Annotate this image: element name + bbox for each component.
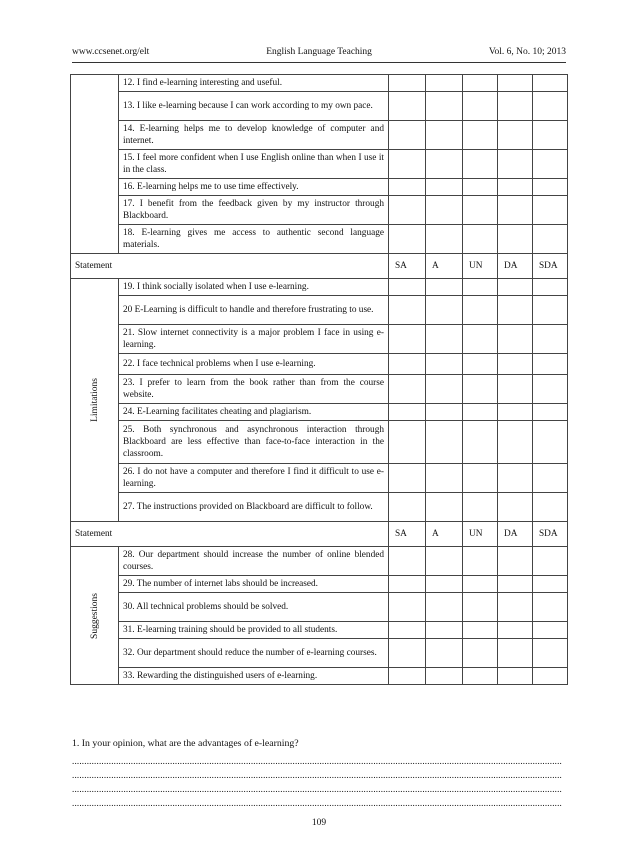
statement-text: 14. E-learning helps me to develop knowledge of computer and internet. <box>119 121 389 150</box>
statement-text: 25. Both synchronous and asynchronous interaction through Blackboard are less effective than face-to-face interaction in the classroom. <box>119 421 389 464</box>
header-rule <box>72 62 566 63</box>
statement-text: 33. Rewarding the distinguished users of e-learning. <box>119 668 389 685</box>
response-cell[interactable] <box>389 179 426 196</box>
table-row <box>71 279 568 296</box>
response-cell[interactable] <box>533 375 568 404</box>
statement-text: 23. I prefer to learn from the book rather than from the course website. <box>119 375 389 404</box>
response-cell[interactable] <box>426 92 463 121</box>
section-label: Limitations <box>89 378 100 422</box>
response-cell[interactable] <box>389 639 426 668</box>
response-cell[interactable] <box>533 639 568 668</box>
response-cell[interactable] <box>463 639 498 668</box>
option-header-sa: SA <box>389 522 426 547</box>
response-cell[interactable] <box>426 121 463 150</box>
response-cell[interactable] <box>463 547 498 576</box>
journal-title: English Language Teaching <box>266 47 372 57</box>
response-cell[interactable] <box>498 404 533 421</box>
response-cell[interactable] <box>498 179 533 196</box>
response-cell[interactable] <box>498 375 533 404</box>
response-cell[interactable] <box>389 225 426 254</box>
response-cell[interactable] <box>533 75 568 92</box>
response-cell[interactable] <box>426 622 463 639</box>
page-header <box>72 47 566 59</box>
response-cell[interactable] <box>498 593 533 622</box>
response-cell[interactable] <box>463 354 498 375</box>
statement-header-row <box>71 522 568 547</box>
response-cell[interactable] <box>463 421 498 464</box>
response-cell[interactable] <box>463 225 498 254</box>
response-cell[interactable] <box>533 404 568 421</box>
response-cell[interactable] <box>426 179 463 196</box>
response-cell[interactable] <box>463 325 498 354</box>
response-cell[interactable] <box>426 404 463 421</box>
response-cell[interactable] <box>426 421 463 464</box>
response-cell[interactable] <box>498 547 533 576</box>
table-row <box>71 179 568 196</box>
section-label: Suggestions <box>89 592 100 639</box>
table-row <box>71 150 568 179</box>
response-cell[interactable] <box>426 75 463 92</box>
statement-header-row <box>71 254 568 279</box>
response-cell[interactable] <box>463 92 498 121</box>
answer-line[interactable]: ........................................................................................................................................................................................................ <box>72 784 562 794</box>
response-cell[interactable] <box>389 464 426 493</box>
response-cell[interactable] <box>389 325 426 354</box>
response-cell[interactable] <box>426 576 463 593</box>
response-cell[interactable] <box>389 150 426 179</box>
option-header-da: DA <box>498 254 533 279</box>
response-cell[interactable] <box>389 593 426 622</box>
table-row <box>71 296 568 325</box>
response-cell[interactable] <box>426 225 463 254</box>
table-row <box>71 668 568 685</box>
table-row <box>71 464 568 493</box>
statement-text: 15. I feel more confident when I use English online than when I use it in the class. <box>119 150 389 179</box>
response-cell[interactable] <box>533 576 568 593</box>
response-cell[interactable] <box>426 639 463 668</box>
table-row <box>71 75 568 92</box>
response-cell[interactable] <box>389 668 426 685</box>
response-cell[interactable] <box>533 421 568 464</box>
response-cell[interactable] <box>426 279 463 296</box>
table-row <box>71 196 568 225</box>
response-cell[interactable] <box>463 150 498 179</box>
open-question: 1. In your opinion, what are the advantages of e-learning? <box>72 738 299 749</box>
response-cell[interactable] <box>389 121 426 150</box>
response-cell[interactable] <box>389 622 426 639</box>
response-cell[interactable] <box>533 325 568 354</box>
response-cell[interactable] <box>498 493 533 522</box>
option-header-sda: SDA <box>533 254 568 279</box>
volume-info: Vol. 6, No. 10; 2013 <box>488 47 566 57</box>
response-cell[interactable] <box>389 375 426 404</box>
section-label-cell <box>71 279 119 522</box>
response-cell[interactable] <box>533 547 568 576</box>
response-cell[interactable] <box>498 196 533 225</box>
table-row <box>71 92 568 121</box>
response-cell[interactable] <box>498 150 533 179</box>
response-cell[interactable] <box>463 404 498 421</box>
response-cell[interactable] <box>498 576 533 593</box>
table-row <box>71 404 568 421</box>
statement-text: 16. E-learning helps me to use time effectively. <box>119 179 389 196</box>
response-cell[interactable] <box>463 576 498 593</box>
response-cell[interactable] <box>463 296 498 325</box>
response-cell[interactable] <box>498 279 533 296</box>
response-cell[interactable] <box>389 547 426 576</box>
response-cell[interactable] <box>498 464 533 493</box>
response-cell[interactable] <box>426 196 463 225</box>
statement-text: 32. Our department should reduce the number of e-learning courses. <box>119 639 389 668</box>
response-cell[interactable] <box>426 547 463 576</box>
option-header-da: DA <box>498 522 533 547</box>
statement-text: 17. I benefit from the feedback given by my instructor through Blackboard. <box>119 196 389 225</box>
response-cell[interactable] <box>498 354 533 375</box>
response-cell[interactable] <box>426 150 463 179</box>
statement-text: 18. E-learning gives me access to authentic second language materials. <box>119 225 389 254</box>
response-cell[interactable] <box>463 622 498 639</box>
response-cell[interactable] <box>498 639 533 668</box>
response-cell[interactable] <box>498 325 533 354</box>
table-row <box>71 547 568 576</box>
response-cell[interactable] <box>389 92 426 121</box>
response-cell[interactable] <box>389 196 426 225</box>
response-cell[interactable] <box>426 593 463 622</box>
response-cell[interactable] <box>533 92 568 121</box>
response-cell[interactable] <box>498 75 533 92</box>
response-cell[interactable] <box>426 354 463 375</box>
response-cell[interactable] <box>498 225 533 254</box>
table-row <box>71 493 568 522</box>
section-label-cell <box>71 75 119 254</box>
response-cell[interactable] <box>426 464 463 493</box>
response-cell[interactable] <box>498 121 533 150</box>
statement-header-label: Statement <box>71 254 389 279</box>
response-cell[interactable] <box>426 296 463 325</box>
statement-text: 28. Our department should increase the number of online blended courses. <box>119 547 389 576</box>
response-cell[interactable] <box>426 493 463 522</box>
response-cell[interactable] <box>389 279 426 296</box>
response-cell[interactable] <box>463 196 498 225</box>
response-cell[interactable] <box>463 668 498 685</box>
response-cell[interactable] <box>533 196 568 225</box>
response-cell[interactable] <box>426 668 463 685</box>
statement-text: 22. I face technical problems when I use e-learning. <box>119 354 389 375</box>
response-cell[interactable] <box>463 75 498 92</box>
option-header-sda: SDA <box>533 522 568 547</box>
option-header-un: UN <box>463 254 498 279</box>
response-cell[interactable] <box>533 464 568 493</box>
response-cell[interactable] <box>498 421 533 464</box>
section-label-cell <box>71 547 119 685</box>
response-cell[interactable] <box>533 296 568 325</box>
table-row <box>71 121 568 150</box>
response-cell[interactable] <box>498 622 533 639</box>
response-cell[interactable] <box>533 593 568 622</box>
response-cell[interactable] <box>463 279 498 296</box>
response-cell[interactable] <box>389 421 426 464</box>
response-cell[interactable] <box>533 121 568 150</box>
response-cell[interactable] <box>533 354 568 375</box>
response-cell[interactable] <box>463 179 498 196</box>
option-header-a: A <box>426 522 463 547</box>
response-cell[interactable] <box>426 375 463 404</box>
statement-text: 31. E-learning training should be provided to all students. <box>119 622 389 639</box>
response-cell[interactable] <box>533 668 568 685</box>
response-cell[interactable] <box>463 375 498 404</box>
statement-text: 29. The number of internet labs should be increased. <box>119 576 389 593</box>
table-row <box>71 593 568 622</box>
response-cell[interactable] <box>533 179 568 196</box>
answer-line[interactable]: ........................................................................................................................................................................................................ <box>72 798 562 808</box>
statement-text: 26. I do not have a computer and therefore I find it difficult to use e-learning. <box>119 464 389 493</box>
table-row <box>71 421 568 464</box>
statement-text: 12. I find e-learning interesting and useful. <box>119 75 389 92</box>
answer-line[interactable]: ........................................................................................................................................................................................................ <box>72 756 562 766</box>
statement-text: 24. E-Learning facilitates cheating and plagiarism. <box>119 404 389 421</box>
table-row <box>71 622 568 639</box>
table-row <box>71 354 568 375</box>
option-header-a: A <box>426 254 463 279</box>
journal-url: www.ccsenet.org/elt <box>72 47 150 57</box>
response-cell[interactable] <box>389 576 426 593</box>
response-cell[interactable] <box>463 493 498 522</box>
statement-text: 20 E-Learning is difficult to handle and therefore frustrating to use. <box>119 296 389 325</box>
statement-text: 30. All technical problems should be solved. <box>119 593 389 622</box>
survey-table <box>70 74 568 685</box>
table-row <box>71 325 568 354</box>
table-row <box>71 225 568 254</box>
response-cell[interactable] <box>533 622 568 639</box>
response-cell[interactable] <box>389 493 426 522</box>
response-cell[interactable] <box>463 464 498 493</box>
statement-text: 19. I think socially isolated when I use e-learning. <box>119 279 389 296</box>
response-cell[interactable] <box>533 493 568 522</box>
response-cell[interactable] <box>498 296 533 325</box>
statement-header-label: Statement <box>71 522 389 547</box>
response-cell[interactable] <box>389 354 426 375</box>
statement-text: 27. The instructions provided on Blackboard are difficult to follow. <box>119 493 389 522</box>
response-cell[interactable] <box>533 279 568 296</box>
page-number: 109 <box>311 818 327 828</box>
table-row <box>71 639 568 668</box>
response-cell[interactable] <box>389 75 426 92</box>
statement-text: 21. Slow internet connectivity is a major problem I face in using e-learning. <box>119 325 389 354</box>
option-header-sa: SA <box>389 254 426 279</box>
response-cell[interactable] <box>389 404 426 421</box>
response-cell[interactable] <box>426 325 463 354</box>
table-row <box>71 375 568 404</box>
response-cell[interactable] <box>463 121 498 150</box>
table-row <box>71 576 568 593</box>
response-cell[interactable] <box>498 668 533 685</box>
response-cell[interactable] <box>389 296 426 325</box>
statement-text: 13. I like e-learning because I can work according to my own pace. <box>119 92 389 121</box>
response-cell[interactable] <box>498 92 533 121</box>
response-cell[interactable] <box>463 593 498 622</box>
answer-line[interactable]: ........................................................................................................................................................................................................ <box>72 770 562 780</box>
response-cell[interactable] <box>533 225 568 254</box>
option-header-un: UN <box>463 522 498 547</box>
response-cell[interactable] <box>533 150 568 179</box>
